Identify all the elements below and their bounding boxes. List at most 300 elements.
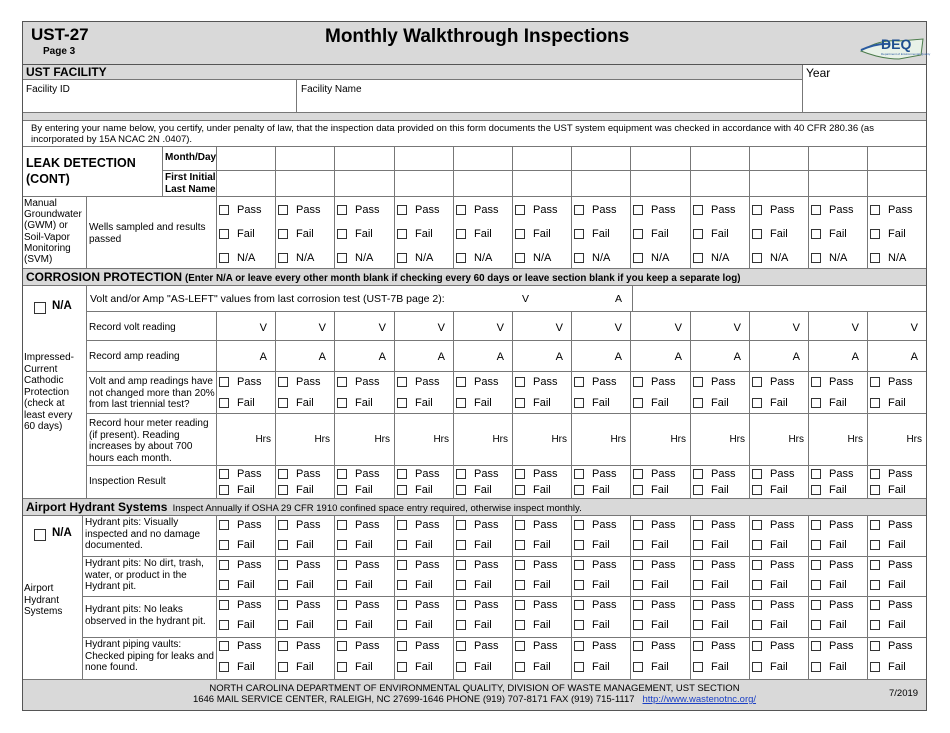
month-11-airport-3-pass-checkbox[interactable]: [811, 600, 821, 610]
month-9-hrs-field[interactable]: [691, 414, 726, 464]
month-9-airport-3-pass-label: Pass: [711, 599, 736, 611]
month-4-airport-1-pass-checkbox[interactable]: [397, 520, 407, 530]
month-6-hrs-field[interactable]: [513, 414, 548, 464]
facility-id-label: Facility ID: [26, 84, 70, 95]
month-3-airport-4-fail-checkbox[interactable]: [337, 662, 347, 672]
month-6-result-pass-checkbox[interactable]: [515, 469, 525, 479]
month-7-airport-1-pass-checkbox[interactable]: [574, 520, 584, 530]
month-6-gwm-fail-label: Fail: [533, 228, 551, 240]
month-4-airport-2-pass-checkbox[interactable]: [397, 560, 407, 570]
month-5-airport-1-pass-checkbox[interactable]: [456, 520, 466, 530]
month-9-change-fail-checkbox[interactable]: [693, 398, 703, 408]
month-3-change-fail-checkbox[interactable]: [337, 398, 347, 408]
month-7-airport-1-fail-label: Fail: [592, 539, 610, 551]
airport-na-label: N/A: [52, 527, 72, 539]
month-2-name-field[interactable]: [276, 171, 333, 195]
month-7-airport-4-pass-label: Pass: [592, 640, 617, 652]
month-10-airport-3-fail-checkbox[interactable]: [752, 620, 762, 630]
month-1-airport-4-pass-label: Pass: [237, 640, 262, 652]
month-8-hrs-field[interactable]: [631, 414, 667, 464]
month-6-name-field[interactable]: [513, 171, 570, 195]
month-12-airport-4-fail-checkbox[interactable]: [870, 662, 880, 672]
month-2-airport-1-pass-checkbox[interactable]: [278, 520, 288, 530]
ust-facility-label: UST FACILITY: [26, 65, 107, 79]
month-12-gwm-fail-checkbox[interactable]: [870, 229, 880, 239]
month-1-hrs-field[interactable]: [217, 414, 252, 464]
month-10-name-field[interactable]: [750, 171, 807, 195]
month-12-airport-1-fail-checkbox[interactable]: [870, 540, 880, 550]
month-10-gwm-na-checkbox[interactable]: [752, 253, 762, 263]
month-8-airport-1-pass-checkbox[interactable]: [633, 520, 643, 530]
corrosion-na-checkbox[interactable]: [34, 302, 46, 314]
month-12-hrs-field[interactable]: [868, 414, 903, 464]
month-8-airport-4-fail-checkbox[interactable]: [633, 662, 643, 672]
month-5-change-fail-label: Fail: [474, 397, 492, 409]
month-12-amp-field[interactable]: [868, 341, 913, 370]
month-10-airport-1-pass-label: Pass: [770, 519, 795, 531]
month-8-change-fail-checkbox[interactable]: [633, 398, 643, 408]
month-10-airport-1-fail-checkbox[interactable]: [752, 540, 762, 550]
month-8-airport-4-pass-checkbox[interactable]: [633, 641, 643, 651]
month-6-change-pass-checkbox[interactable]: [515, 377, 525, 387]
month-6-gwm-fail-checkbox[interactable]: [515, 229, 525, 239]
month-3-result-fail-checkbox[interactable]: [337, 485, 347, 495]
month-2-amp-unit: A: [318, 351, 326, 363]
month-4-result-pass-checkbox[interactable]: [397, 469, 407, 479]
month-11-airport-3-fail-checkbox[interactable]: [811, 620, 821, 630]
month-3-change-pass-checkbox[interactable]: [337, 377, 347, 387]
month-7-gwm-fail-checkbox[interactable]: [574, 229, 584, 239]
month-11-gwm-na-label: N/A: [829, 252, 848, 264]
month-3-airport-1-pass-checkbox[interactable]: [337, 520, 347, 530]
month-1-airport-3-fail-checkbox[interactable]: [219, 620, 229, 630]
month-5-date-field[interactable]: [454, 147, 511, 169]
month-2-airport-1-fail-checkbox[interactable]: [278, 540, 288, 550]
month-2-volt-field[interactable]: [276, 312, 321, 339]
month-4-date-field[interactable]: [395, 147, 452, 169]
month-9-airport-2-fail-checkbox[interactable]: [693, 580, 703, 590]
month-7-result-fail-label: Fail: [592, 484, 610, 496]
month-8-airport-2-fail-label: Fail: [651, 579, 669, 591]
month-6-result-fail-checkbox[interactable]: [515, 485, 525, 495]
month-1-volt-unit: V: [259, 322, 267, 334]
month-8-change-pass-label: Pass: [651, 376, 676, 388]
month-2-airport-2-fail-label: Fail: [296, 579, 314, 591]
month-7-airport-2-fail-checkbox[interactable]: [574, 580, 584, 590]
month-7-airport-3-pass-checkbox[interactable]: [574, 600, 584, 610]
month-2-change-pass-label: Pass: [296, 376, 321, 388]
month-6-airport-4-fail-label: Fail: [533, 661, 551, 673]
month-2-airport-4-pass-checkbox[interactable]: [278, 641, 288, 651]
month-2-hrs-field[interactable]: [276, 414, 311, 464]
month-3-gwm-fail-checkbox[interactable]: [337, 229, 347, 239]
month-4-name-field[interactable]: [395, 171, 452, 195]
corrosion-note: (Enter N/A or leave every other month blank if checking every 60 days or leave section blank if you keep a separate log): [184, 273, 741, 284]
month-4-airport-4-fail-checkbox[interactable]: [397, 662, 407, 672]
month-9-gwm-fail-checkbox[interactable]: [693, 229, 703, 239]
month-3-airport-2-pass-checkbox[interactable]: [337, 560, 347, 570]
month-7-separator-airport: [571, 515, 572, 679]
month-3-airport-2-fail-checkbox[interactable]: [337, 580, 347, 590]
month-9-airport-3-pass-checkbox[interactable]: [693, 600, 703, 610]
month-3-date-field[interactable]: [335, 147, 393, 169]
month-1-airport-4-pass-checkbox[interactable]: [219, 641, 229, 651]
month-5-airport-3-fail-checkbox[interactable]: [456, 620, 466, 630]
month-9-airport-4-fail-checkbox[interactable]: [693, 662, 703, 672]
month-1-change-pass-checkbox[interactable]: [219, 377, 229, 387]
month-10-airport-4-fail-checkbox[interactable]: [752, 662, 762, 672]
month-12-airport-3-fail-checkbox[interactable]: [870, 620, 880, 630]
month-5-result-pass-checkbox[interactable]: [456, 469, 466, 479]
month-5-change-fail-checkbox[interactable]: [456, 398, 466, 408]
month-5-separator-airport: [453, 515, 454, 679]
month-2-change-fail-checkbox[interactable]: [278, 398, 288, 408]
month-9-airport-1-fail-checkbox[interactable]: [693, 540, 703, 550]
month-8-amp-unit: A: [674, 351, 682, 363]
month-10-hrs-field[interactable]: [750, 414, 785, 464]
month-7-volt-field[interactable]: [572, 312, 617, 339]
month-9-result-pass-checkbox[interactable]: [693, 469, 703, 479]
month-5-airport-4-fail-checkbox[interactable]: [456, 662, 466, 672]
month-5-airport-3-pass-checkbox[interactable]: [456, 600, 466, 610]
month-3-gwm-pass-checkbox[interactable]: [337, 205, 347, 215]
month-12-result-fail-checkbox[interactable]: [870, 485, 880, 495]
month-11-airport-2-fail-checkbox[interactable]: [811, 580, 821, 590]
month-5-airport-2-pass-label: Pass: [474, 559, 499, 571]
month-9-volt-field[interactable]: [691, 312, 736, 339]
month-2-airport-2-fail-checkbox[interactable]: [278, 580, 288, 590]
as-left-value-field[interactable]: [493, 286, 628, 310]
month-11-airport-1-fail-checkbox[interactable]: [811, 540, 821, 550]
month-7-airport-4-pass-checkbox[interactable]: [574, 641, 584, 651]
month-10-airport-3-pass-checkbox[interactable]: [752, 600, 762, 610]
facility-id-field[interactable]: [23, 80, 296, 112]
month-7-name-field[interactable]: [572, 171, 629, 195]
month-4-airport-2-fail-checkbox[interactable]: [397, 580, 407, 590]
month-4-amp-field[interactable]: [395, 341, 440, 370]
month-6-gwm-na-checkbox[interactable]: [515, 253, 525, 263]
month-5-airport-4-fail-label: Fail: [474, 661, 492, 673]
month-4-airport-3-pass-checkbox[interactable]: [397, 600, 407, 610]
month-12-volt-field[interactable]: [868, 312, 913, 339]
month-12-gwm-na-checkbox[interactable]: [870, 253, 880, 263]
month-11-airport-4-fail-checkbox[interactable]: [811, 662, 821, 672]
corrosion-title: CORROSION PROTECTION: [26, 270, 183, 284]
month-12-airport-2-fail-checkbox[interactable]: [870, 580, 880, 590]
month-12-airport-4-pass-checkbox[interactable]: [870, 641, 880, 651]
month-5-hrs-unit: Hrs: [492, 434, 508, 445]
month-3-airport-4-fail-label: Fail: [355, 661, 373, 673]
month-10-volt-field[interactable]: [750, 312, 795, 339]
month-5-hrs-field[interactable]: [454, 414, 489, 464]
month-11-airport-2-pass-checkbox[interactable]: [811, 560, 821, 570]
month-8-result-fail-checkbox[interactable]: [633, 485, 643, 495]
month-3-change-pass-label: Pass: [355, 376, 380, 388]
airport-row-4-label: Hydrant piping vaults: Checked piping for leaks and none found.: [85, 639, 214, 673]
month-2-airport-3-fail-label: Fail: [296, 619, 314, 631]
month-12-change-pass-checkbox[interactable]: [870, 377, 880, 387]
month-12-name-field[interactable]: [868, 171, 925, 195]
month-8-airport-1-fail-checkbox[interactable]: [633, 540, 643, 550]
month-10-airport-1-pass-checkbox[interactable]: [752, 520, 762, 530]
month-3-name-field[interactable]: [335, 171, 393, 195]
month-4-result-fail-checkbox[interactable]: [397, 485, 407, 495]
month-3-hrs-unit: Hrs: [374, 434, 390, 445]
month-6-amp-field[interactable]: [513, 341, 558, 370]
month-3-airport-3-pass-checkbox[interactable]: [337, 600, 347, 610]
month-11-name-field[interactable]: [809, 171, 866, 195]
month-1-volt-field[interactable]: [217, 312, 262, 339]
month-1-result-pass-label: Pass: [237, 468, 262, 480]
month-1-change-fail-checkbox[interactable]: [219, 398, 229, 408]
month-10-airport-2-pass-checkbox[interactable]: [752, 560, 762, 570]
month-9-airport-4-pass-checkbox[interactable]: [693, 641, 703, 651]
as-left-a-unit: A: [615, 293, 623, 305]
inspection-form: [22, 21, 931, 711]
month-12-change-fail-checkbox[interactable]: [870, 398, 880, 408]
month-11-change-pass-checkbox[interactable]: [811, 377, 821, 387]
month-1-airport-2-fail-label: Fail: [237, 579, 255, 591]
month-10-gwm-fail-checkbox[interactable]: [752, 229, 762, 239]
month-5-airport-1-fail-checkbox[interactable]: [456, 540, 466, 550]
month-2-airport-4-fail-checkbox[interactable]: [278, 662, 288, 672]
month-10-amp-field[interactable]: [750, 341, 795, 370]
month-12-airport-3-pass-checkbox[interactable]: [870, 600, 880, 610]
month-8-amp-field[interactable]: [631, 341, 677, 370]
month-12-result-pass-checkbox[interactable]: [870, 469, 880, 479]
month-5-gwm-pass-checkbox[interactable]: [456, 205, 466, 215]
month-8-gwm-fail-checkbox[interactable]: [633, 229, 643, 239]
month-11-hrs-field[interactable]: [809, 414, 844, 464]
month-2-airport-2-pass-checkbox[interactable]: [278, 560, 288, 570]
month-9-name-field[interactable]: [691, 171, 748, 195]
month-6-gwm-pass-checkbox[interactable]: [515, 205, 525, 215]
month-6-airport-1-fail-checkbox[interactable]: [515, 540, 525, 550]
month-5-result-fail-checkbox[interactable]: [456, 485, 466, 495]
month-1-change-fail-label: Fail: [237, 397, 255, 409]
month-2-airport-3-pass-checkbox[interactable]: [278, 600, 288, 610]
month-7-airport-1-fail-checkbox[interactable]: [574, 540, 584, 550]
month-7-airport-4-fail-checkbox[interactable]: [574, 662, 584, 672]
month-11-result-pass-checkbox[interactable]: [811, 469, 821, 479]
month-12-airport-2-pass-checkbox[interactable]: [870, 560, 880, 570]
month-7-change-fail-checkbox[interactable]: [574, 398, 584, 408]
month-3-airport-1-pass-label: Pass: [355, 519, 380, 531]
month-1-amp-field[interactable]: [217, 341, 262, 370]
month-9-gwm-pass-checkbox[interactable]: [693, 205, 703, 215]
month-10-hrs-unit: Hrs: [788, 434, 804, 445]
month-11-airport-4-pass-checkbox[interactable]: [811, 641, 821, 651]
month-6-airport-2-pass-checkbox[interactable]: [515, 560, 525, 570]
month-10-change-pass-checkbox[interactable]: [752, 377, 762, 387]
month-5-airport-4-pass-checkbox[interactable]: [456, 641, 466, 651]
month-5-volt-field[interactable]: [454, 312, 499, 339]
month-12-airport-1-pass-label: Pass: [888, 519, 913, 531]
month-4-change-fail-checkbox[interactable]: [397, 398, 407, 408]
month-6-airport-2-fail-checkbox[interactable]: [515, 580, 525, 590]
month-6-airport-3-pass-checkbox[interactable]: [515, 600, 525, 610]
month-1-airport-4-fail-checkbox[interactable]: [219, 662, 229, 672]
month-9-gwm-na-checkbox[interactable]: [693, 253, 703, 263]
month-11-gwm-fail-checkbox[interactable]: [811, 229, 821, 239]
month-8-date-field[interactable]: [631, 147, 689, 169]
month-9-airport-2-pass-checkbox[interactable]: [693, 560, 703, 570]
month-8-airport-1-fail-label: Fail: [651, 539, 669, 551]
month-1-airport-3-pass-checkbox[interactable]: [219, 600, 229, 610]
month-10-airport-4-pass-checkbox[interactable]: [752, 641, 762, 651]
month-8-airport-2-pass-checkbox[interactable]: [633, 560, 643, 570]
month-4-change-pass-checkbox[interactable]: [397, 377, 407, 387]
month-12-airport-2-fail-label: Fail: [888, 579, 906, 591]
month-9-date-field[interactable]: [691, 147, 748, 169]
month-10-airport-2-pass-label: Pass: [770, 559, 795, 571]
month-3-airport-1-fail-checkbox[interactable]: [337, 540, 347, 550]
month-11-amp-field[interactable]: [809, 341, 854, 370]
month-1-airport-2-fail-checkbox[interactable]: [219, 580, 229, 590]
month-9-result-fail-checkbox[interactable]: [693, 485, 703, 495]
month-1-airport-1-pass-checkbox[interactable]: [219, 520, 229, 530]
month-8-airport-3-pass-checkbox[interactable]: [633, 600, 643, 610]
month-10-gwm-pass-checkbox[interactable]: [752, 205, 762, 215]
month-3-volt-field[interactable]: [335, 312, 381, 339]
month-1-result-pass-checkbox[interactable]: [219, 469, 229, 479]
month-10-airport-4-pass-label: Pass: [770, 640, 795, 652]
month-12-airport-1-pass-checkbox[interactable]: [870, 520, 880, 530]
month-4-gwm-pass-checkbox[interactable]: [397, 205, 407, 215]
month-6-volt-unit: V: [555, 322, 563, 334]
month-2-result-pass-checkbox[interactable]: [278, 469, 288, 479]
month-11-gwm-na-checkbox[interactable]: [811, 253, 821, 263]
month-10-result-fail-checkbox[interactable]: [752, 485, 762, 495]
month-12-gwm-pass-checkbox[interactable]: [870, 205, 880, 215]
month-2-airport-3-fail-checkbox[interactable]: [278, 620, 288, 630]
footer-url-link[interactable]: http://www.wastenotnc.org/: [642, 694, 757, 705]
month-10-result-pass-checkbox[interactable]: [752, 469, 762, 479]
month-11-result-fail-checkbox[interactable]: [811, 485, 821, 495]
month-2-amp-field[interactable]: [276, 341, 321, 370]
month-4-hrs-field[interactable]: [395, 414, 430, 464]
month-3-result-pass-checkbox[interactable]: [337, 469, 347, 479]
month-2-date-field[interactable]: [276, 147, 333, 169]
month-8-volt-field[interactable]: [631, 312, 677, 339]
month-5-gwm-fail-checkbox[interactable]: [456, 229, 466, 239]
month-6-airport-4-pass-checkbox[interactable]: [515, 641, 525, 651]
month-2-gwm-fail-label: Fail: [296, 228, 314, 240]
month-3-amp-field[interactable]: [335, 341, 381, 370]
month-11-airport-1-pass-checkbox[interactable]: [811, 520, 821, 530]
month-5-gwm-na-checkbox[interactable]: [456, 253, 466, 263]
month-7-gwm-na-checkbox[interactable]: [574, 253, 584, 263]
airport-na-checkbox[interactable]: [34, 529, 46, 541]
month-1-airport-2-pass-checkbox[interactable]: [219, 560, 229, 570]
month-7-gwm-pass-checkbox[interactable]: [574, 205, 584, 215]
month-4-volt-field[interactable]: [395, 312, 440, 339]
month-3-gwm-na-checkbox[interactable]: [337, 253, 347, 263]
month-5-amp-field[interactable]: [454, 341, 499, 370]
year-field[interactable]: [806, 82, 924, 110]
month-10-change-fail-checkbox[interactable]: [752, 398, 762, 408]
month-7-amp-field[interactable]: [572, 341, 617, 370]
month-8-result-pass-checkbox[interactable]: [633, 469, 643, 479]
facility-name-field[interactable]: [297, 80, 802, 112]
month-10-airport-2-fail-checkbox[interactable]: [752, 580, 762, 590]
month-1-name-field[interactable]: [217, 171, 274, 195]
month-1-result-fail-checkbox[interactable]: [219, 485, 229, 495]
month-7-hrs-field[interactable]: [572, 414, 607, 464]
month-5-change-pass-checkbox[interactable]: [456, 377, 466, 387]
month-4-airport-1-pass-label: Pass: [415, 519, 440, 531]
month-4-airport-4-pass-checkbox[interactable]: [397, 641, 407, 651]
month-9-amp-field[interactable]: [691, 341, 736, 370]
month-6-airport-1-pass-checkbox[interactable]: [515, 520, 525, 530]
month-8-name-field[interactable]: [631, 171, 689, 195]
month-11-date-field[interactable]: [809, 147, 866, 169]
month-9-airport-3-fail-checkbox[interactable]: [693, 620, 703, 630]
month-6-airport-4-fail-checkbox[interactable]: [515, 662, 525, 672]
month-6-change-fail-checkbox[interactable]: [515, 398, 525, 408]
month-7-result-pass-checkbox[interactable]: [574, 469, 584, 479]
month-11-airport-1-fail-label: Fail: [829, 539, 847, 551]
month-1-gwm-fail-checkbox[interactable]: [219, 229, 229, 239]
month-10-date-field[interactable]: [750, 147, 807, 169]
month-11-change-fail-checkbox[interactable]: [811, 398, 821, 408]
month-8-airport-3-fail-checkbox[interactable]: [633, 620, 643, 630]
month-2-change-pass-checkbox[interactable]: [278, 377, 288, 387]
month-4-gwm-fail-checkbox[interactable]: [397, 229, 407, 239]
month-7-result-fail-checkbox[interactable]: [574, 485, 584, 495]
month-6-airport-3-fail-checkbox[interactable]: [515, 620, 525, 630]
month-2-result-fail-checkbox[interactable]: [278, 485, 288, 495]
month-3-hrs-field[interactable]: [335, 414, 371, 464]
month-5-name-field[interactable]: [454, 171, 511, 195]
month-5-airport-2-fail-checkbox[interactable]: [456, 580, 466, 590]
month-6-date-field[interactable]: [513, 147, 570, 169]
month-6-change-fail-label: Fail: [533, 397, 551, 409]
month-12-date-field[interactable]: [868, 147, 925, 169]
month-8-change-pass-checkbox[interactable]: [633, 377, 643, 387]
month-2-gwm-na-checkbox[interactable]: [278, 253, 288, 263]
month-9-change-pass-checkbox[interactable]: [693, 377, 703, 387]
month-5-gwm-fail-label: Fail: [474, 228, 492, 240]
month-5-airport-2-pass-checkbox[interactable]: [456, 560, 466, 570]
month-1-gwm-pass-checkbox[interactable]: [219, 205, 229, 215]
month-3-airport-4-pass-checkbox[interactable]: [337, 641, 347, 651]
month-3-airport-3-fail-checkbox[interactable]: [337, 620, 347, 630]
month-8-airport-2-fail-checkbox[interactable]: [633, 580, 643, 590]
month-11-amp-unit: A: [851, 351, 859, 363]
month-7-change-pass-checkbox[interactable]: [574, 377, 584, 387]
month-7-airport-2-pass-checkbox[interactable]: [574, 560, 584, 570]
month-11-gwm-pass-checkbox[interactable]: [811, 205, 821, 215]
month-5-result-pass-label: Pass: [474, 468, 499, 480]
month-7-airport-3-fail-checkbox[interactable]: [574, 620, 584, 630]
month-9-airport-1-pass-checkbox[interactable]: [693, 520, 703, 530]
month-1-date-field[interactable]: [217, 147, 274, 169]
month-1-airport-1-fail-checkbox[interactable]: [219, 540, 229, 550]
month-4-airport-1-fail-checkbox[interactable]: [397, 540, 407, 550]
month-11-volt-field[interactable]: [809, 312, 854, 339]
month-2-airport-4-fail-label: Fail: [296, 661, 314, 673]
month-4-airport-3-fail-checkbox[interactable]: [397, 620, 407, 630]
month-8-gwm-pass-checkbox[interactable]: [633, 205, 643, 215]
month-1-gwm-na-checkbox[interactable]: [219, 253, 229, 263]
month-2-gwm-fail-checkbox[interactable]: [278, 229, 288, 239]
month-2-gwm-pass-checkbox[interactable]: [278, 205, 288, 215]
month-7-date-field[interactable]: [572, 147, 629, 169]
month-8-gwm-na-checkbox[interactable]: [633, 253, 643, 263]
month-6-volt-field[interactable]: [513, 312, 558, 339]
month-4-gwm-na-checkbox[interactable]: [397, 253, 407, 263]
